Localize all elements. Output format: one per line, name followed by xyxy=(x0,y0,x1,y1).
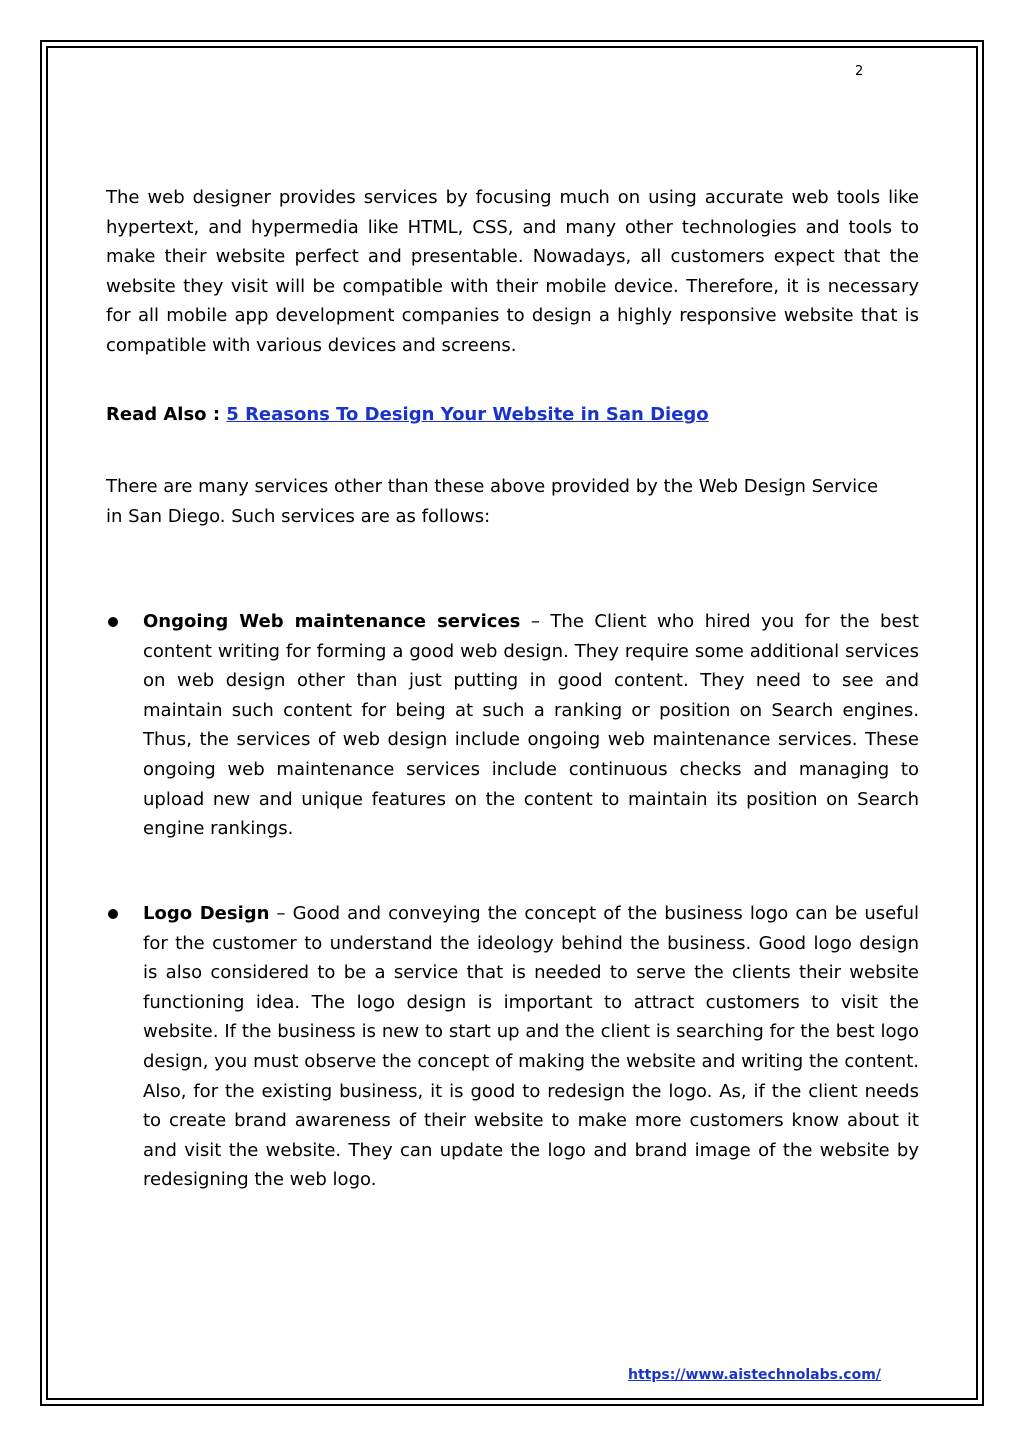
list-item-body: – The Client who hired you for the best content writing for forming a good web design. They require some additional services on web design other than just putting in good content. They need to see and maintain such content for being at such a ranking or position on Search engines. Thus, the services of web design include ongoing web maintenance services. These ongoing web maintenance services include continuous checks and managing to upload new and unique features on the content to maintain its position on Search engine rankings. xyxy=(143,611,919,840)
services-intro-paragraph: There are many services other than these above provided by the Web Design Service in San Diego. Such services are as follows: xyxy=(106,476,879,527)
list-item-text xyxy=(143,607,919,844)
bullet-icon xyxy=(108,617,118,627)
list-item-title: Ongoing Web maintenance services xyxy=(143,611,521,632)
list-item-title: Logo Design xyxy=(143,903,270,924)
list-item-body: – Good and conveying the concept of the business logo can be useful for the customer to understand the ideology behind the business. Good logo design is also considered to be a service that is needed to serve the clients their website functioning idea. The logo design is important to attract customers to visit the website. If the business is new to start up and the client is searching for the best logo design, you must observe the concept of making the website and writing the content. Also, for the existing business, it is good to redesign the logo. As, if the client needs to create brand awareness of their website to make more customers know about it and visit the website. They can update the logo and brand image of the website by redesigning the web logo. xyxy=(143,903,919,1191)
read-also-link[interactable]: 5 Reasons To Design Your Website in San Diego xyxy=(226,404,709,425)
footer-url-link[interactable]: https://www.aistechnolabs.com/ xyxy=(628,1367,881,1383)
bullet-icon xyxy=(108,909,118,919)
page-number: 2 xyxy=(855,64,864,79)
read-also-label: Read Also : xyxy=(106,404,227,425)
intro-paragraph: The web designer provides services by focusing much on using accurate web tools like hypertext, and hypermedia like HTML, CSS, and many other technologies and tools to make their website perfect and presentable. Nowadays, all customers expect that the website they visit will be compatible with their mobile device. Therefore, it is necessary for all mobile app development companies to design a highly responsive website that is compatible with various devices and screens. xyxy=(106,187,919,356)
read-also xyxy=(106,400,709,429)
list-item-text xyxy=(143,899,919,1195)
